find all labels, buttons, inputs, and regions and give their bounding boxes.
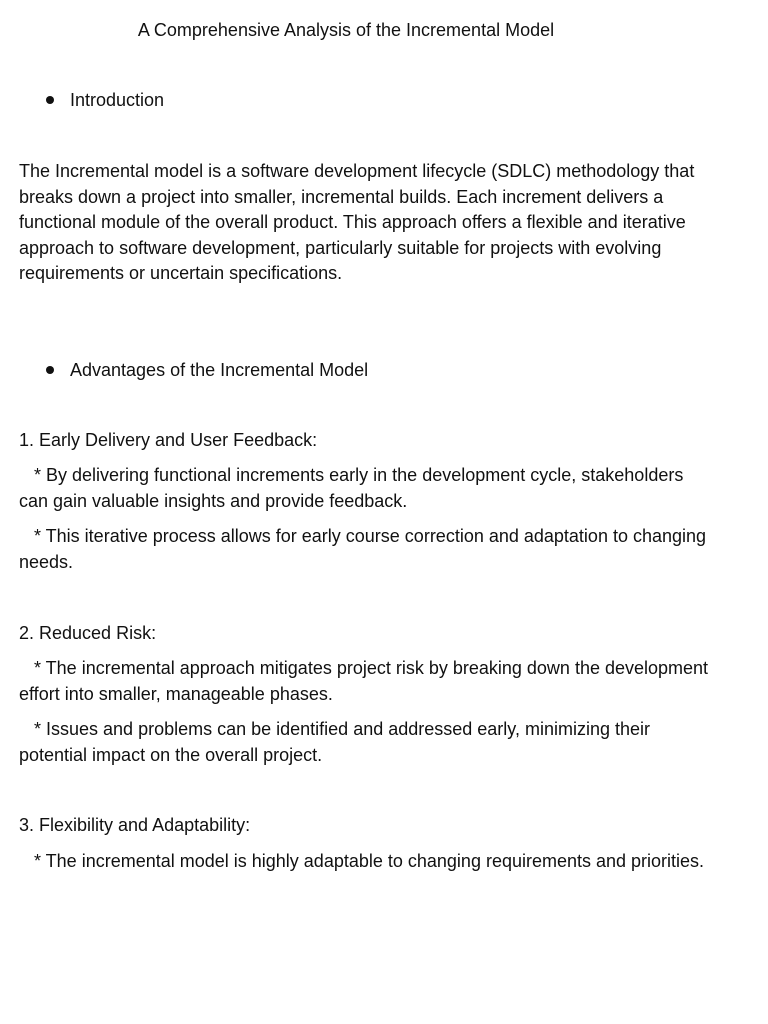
section-heading-advantages: Advantages of the Incremental Model bbox=[70, 360, 369, 380]
advantage-1-point-2 bbox=[19, 524, 709, 575]
advantage-title-2: 2. Reduced Risk: bbox=[19, 623, 157, 643]
advantage-title-1: 1. Early Delivery and User Feedback: bbox=[19, 430, 318, 450]
advantage-1-point-1-text: * By delivering functional increments early in the development cycle, stakeholders can gain valuable insights and provide feedback. bbox=[19, 465, 684, 511]
advantage-2-point-1 bbox=[19, 656, 709, 707]
advantage-3-point-1 bbox=[19, 849, 709, 875]
advantage-2-point-2-text: * Issues and problems can be identified and addressed early, minimizing their potential impact on the overall project. bbox=[19, 719, 650, 765]
bullet-dot-icon bbox=[46, 366, 54, 374]
bullet-dot-icon bbox=[46, 96, 54, 104]
section-heading-introduction: Introduction bbox=[70, 90, 165, 110]
advantage-2-point-1-text: * The incremental approach mitigates project risk by breaking down the development effort into smaller, manageable phases. bbox=[19, 658, 709, 704]
document-title: A Comprehensive Analysis of the Incremental Model bbox=[137, 20, 555, 40]
advantage-title-3: 3. Flexibility and Adaptability: bbox=[19, 815, 251, 835]
introduction-paragraph: The Incremental model is a software development lifecycle (SDLC) methodology that breaks down a project into smaller, incremental builds. Each increment delivers a functional module of the overall product. This approach offers a flexible and iterative approach to software development, particularly suitable for projects with evolving requirements or uncertain specifications. bbox=[19, 161, 695, 283]
advantage-2-point-2 bbox=[19, 717, 709, 768]
advantage-1-point-1 bbox=[19, 463, 709, 514]
advantage-3-point-1-text: * The incremental model is highly adaptable to changing requirements and priorities. bbox=[34, 851, 705, 871]
advantage-1-point-2-text: * This iterative process allows for early course correction and adaptation to changing needs. bbox=[19, 526, 707, 572]
